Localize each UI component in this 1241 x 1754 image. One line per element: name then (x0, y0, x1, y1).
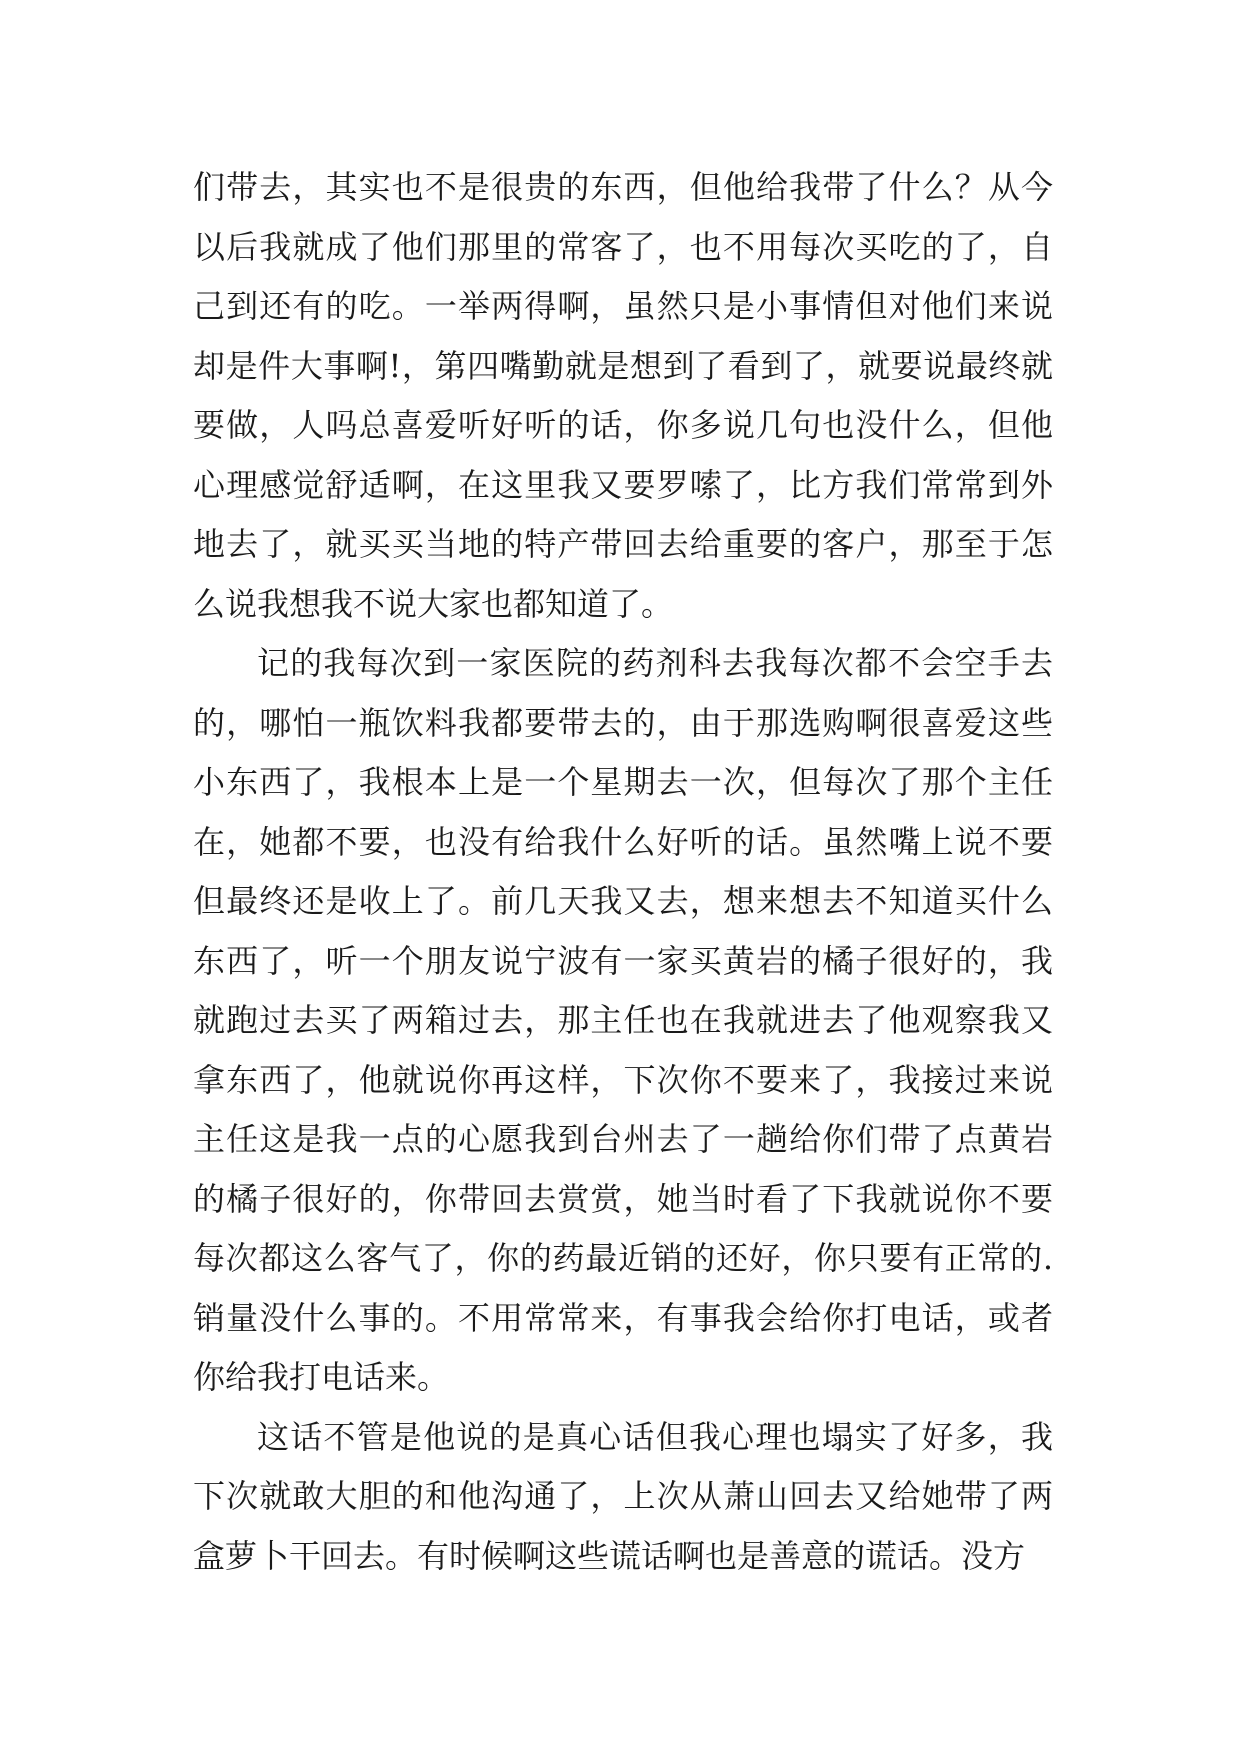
paragraph-3: 这话不管是他说的是真心话但我心理也塌实了好多，我下次就敢大胆的和他沟通了，上次从萧山回去又给她带了两盒萝卜干回去。有时候啊这些谎话啊也是善意的谎话。没方 (193, 1417, 1053, 1575)
paragraph-2: 记的我每次到一家医院的药剂科去我每次都不会空手去的，哪怕一瓶饮料我都要带去的，由于那选购啊很喜爱这些小东西了，我根本上是一个星期去一次，但每次了那个主任在，她都不要，也没有给我什么好听的话。虽然嘴上说不要但最终还是收上了。前几天我又去，想来想去不知道买什么东西了，听一个朋友说宁波有一家买黄岩的橘子很好的，我就跑过去买了两箱过去，那主任也在我就进去了他观察我又拿东西了，他就说你再这样，下次你不要来了，我接过来说主任这是我一点的心愿我到台州去了一趟给你们带了点黄岩的橘子很好的，你带回去赏赏，她当时看了下我就说你不要每次都这么客气了，你的药最近销的还好，你只要有正常的.销量没什么事的。不用常常来，有事我会给你打电话，或者你给我打电话来。 (193, 644, 1053, 1396)
document-body (193, 158, 1053, 1586)
paragraph-1: 们带去，其实也不是很贵的东西，但他给我带了什么？从今以后我就成了他们那里的常客了，也不用每次买吃的了，自己到还有的吃。一举两得啊，虽然只是小事情但对他们来说却是件大事啊!，第四嘴勤就是想到了看到了，就要说最终就要做，人吗总喜爱听好听的话，你多说几句也没什么，但他心理感觉舒适啊，在这里我又要罗嗦了，比方我们常常到外地去了，就买买当地的特产带回去给重要的客户，那至于怎么说我想我不说大家也都知道了。 (193, 168, 1053, 623)
